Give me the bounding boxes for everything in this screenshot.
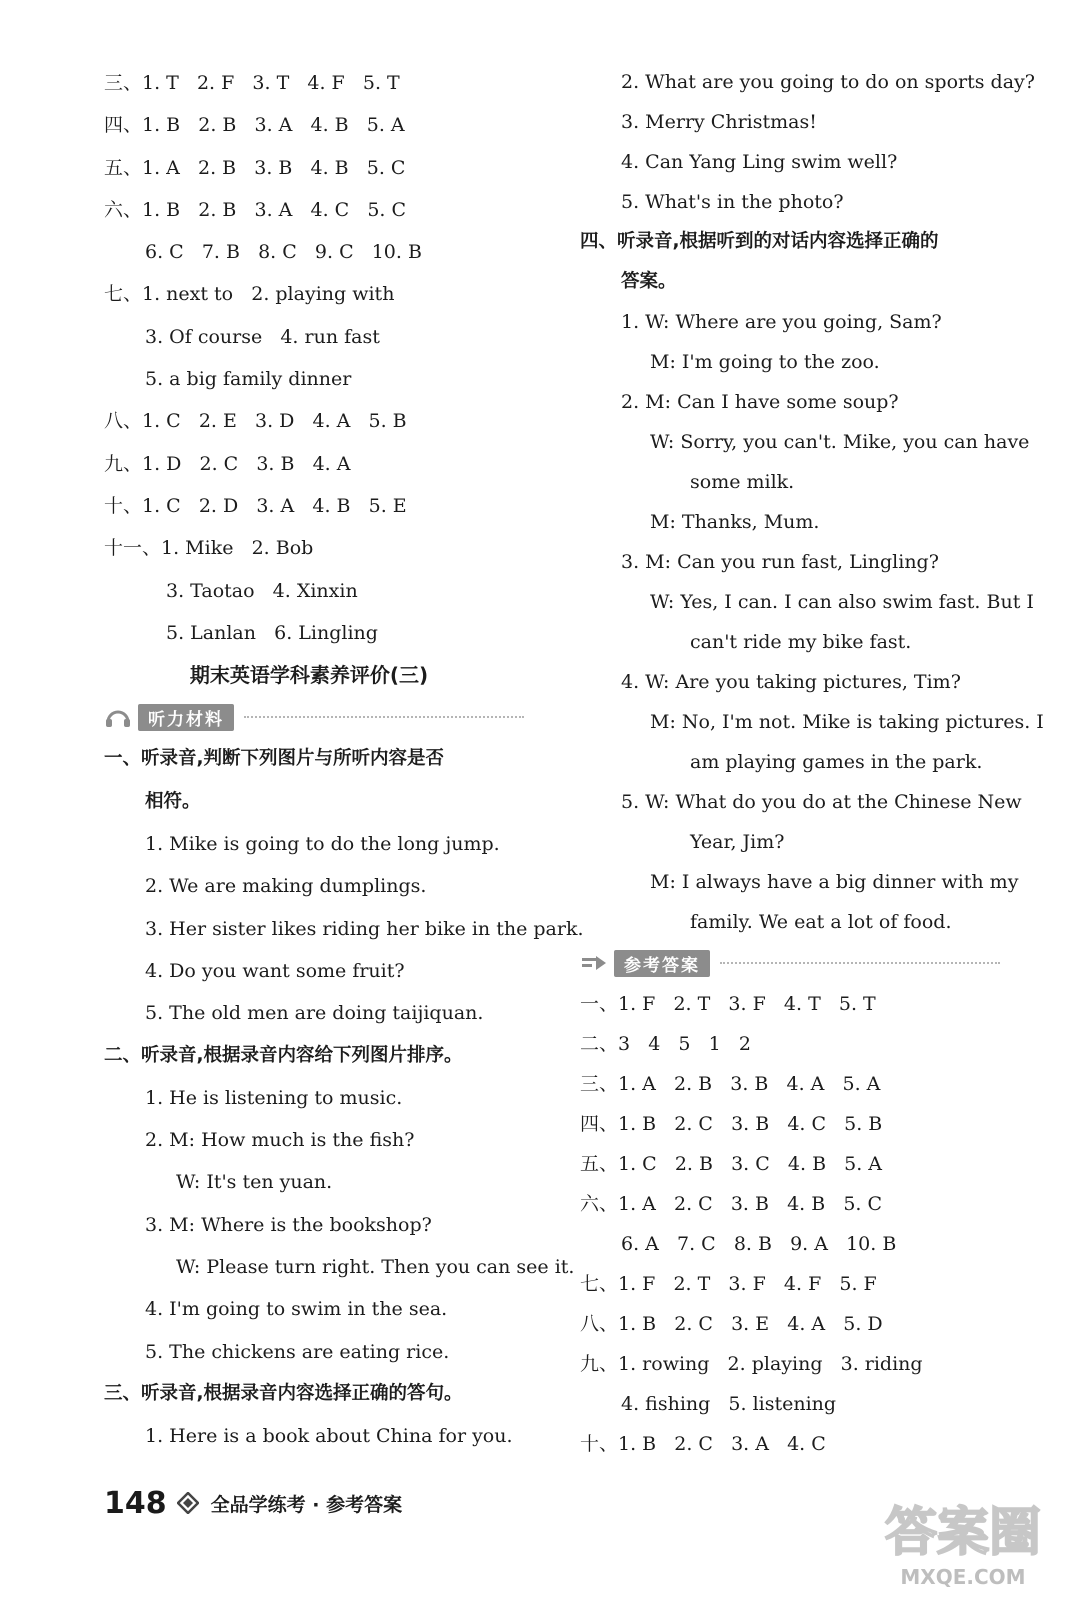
text-line: 四、1. B 2. C 3. B 4. C 5. B: [580, 1113, 883, 1135]
text-line: 十、1. B 2. C 3. A 4. C: [580, 1433, 826, 1455]
listening-label-row: [104, 696, 544, 738]
text-line: 4. fishing 5. listening: [621, 1393, 837, 1415]
text-line: 6. A 7. C 8. B 9. A 10. B: [621, 1233, 897, 1255]
text-line: Year, Jim?: [690, 831, 785, 853]
listening-label: 听力材料: [138, 704, 234, 731]
text-line: M: No, I'm not. Mike is taking pictures. I: [650, 711, 1044, 733]
question-heading: 二、听录音,根据录音内容给下列图片排序。: [104, 1044, 463, 1066]
text-line: 1. Mike is going to do the long jump.: [145, 833, 500, 856]
dotted-divider: [244, 716, 524, 718]
answer-list-left-top: [104, 62, 544, 654]
text-line: 一、1. F 2. T 3. F 4. T 5. T: [580, 993, 876, 1015]
text-line: 5. W: What do you do at the Chinese New: [621, 791, 1022, 813]
text-line: W: Sorry, you can't. Mike, you can have: [650, 431, 1030, 453]
text-line: 1. He is listening to music.: [145, 1086, 403, 1109]
text-line: M: I'm going to the zoo.: [650, 351, 880, 373]
headphones-icon: [104, 706, 132, 728]
section-title: 期末英语学科素养评价(三): [189, 663, 429, 688]
text-line: 八、1. C 2. E 3. D 4. A 5. B: [104, 410, 407, 433]
text-line: 六、1. A 2. C 3. B 4. B 5. C: [580, 1193, 883, 1215]
page-footer: [104, 1478, 402, 1528]
text-line: 3. Merry Christmas!: [621, 111, 817, 133]
text-line: 5. The chickens are eating rice.: [145, 1340, 450, 1363]
right-column: [580, 62, 1044, 1464]
text-line: 3. Her sister likes riding her bike in the park.: [145, 917, 584, 940]
watermark-logo: [868, 1492, 1058, 1592]
text-line: 1. W: Where are you going, Sam?: [621, 311, 942, 333]
diamond-logo-icon: [177, 1492, 199, 1514]
text-line: 九、1. D 2. C 3. B 4. A: [104, 452, 351, 475]
text-line: family. We eat a lot of food.: [690, 911, 952, 933]
answer-marker-icon: [580, 952, 608, 974]
text-line: 6. C 7. B 8. C 9. C 10. B: [145, 241, 422, 264]
text-line: 4. W: Are you taking pictures, Tim?: [621, 671, 961, 693]
question-heading: 四、听录音,根据听到的对话内容选择正确的: [580, 231, 939, 252]
text-line: 2. We are making dumplings.: [145, 875, 427, 898]
text-line: 七、1. F 2. T 3. F 4. F 5. F: [580, 1273, 877, 1295]
text-line: 3. Of course 4. run fast: [145, 325, 380, 348]
text-line: 2. M: Can I have some soup?: [621, 391, 899, 413]
text-line: 3. M: Can you run fast, Lingling?: [621, 551, 939, 573]
text-line: 1. Here is a book about China for you.: [145, 1425, 513, 1448]
page-number: 148: [104, 1485, 167, 1521]
listening-material-left: [104, 738, 584, 1457]
answer-label-row: [580, 942, 1020, 984]
text-line: 六、1. B 2. B 3. A 4. C 5. C: [104, 198, 407, 221]
text-line: 3. M: Where is the bookshop?: [145, 1213, 432, 1236]
text-line: 4. Do you want some fruit?: [145, 959, 405, 982]
answer-list-right: [580, 984, 1020, 1464]
text-line: 4. Can Yang Ling swim well?: [621, 151, 898, 173]
text-line: 五、1. C 2. B 3. C 4. B 5. A: [580, 1153, 883, 1175]
text-line: W: It's ten yuan.: [176, 1171, 333, 1194]
text-line: 5. The old men are doing taijiquan.: [145, 1002, 484, 1025]
text-line: M: Thanks, Mum.: [650, 511, 820, 533]
watermark-sub: MXQE.COM: [900, 1565, 1026, 1589]
text-line: 二、3 4 5 1 2: [580, 1033, 751, 1055]
text-line: M: I always have a big dinner with my: [650, 871, 1019, 893]
listening-material-right: [580, 62, 1044, 942]
text-line: 十、1. C 2. D 3. A 4. B 5. E: [104, 494, 407, 517]
text-line: am playing games in the park.: [690, 751, 983, 773]
question-heading: 三、听录音,根据录音内容选择正确的答句。: [104, 1382, 463, 1404]
text-line: 八、1. B 2. C 3. E 4. A 5. D: [580, 1313, 883, 1335]
watermark-main: 答案圈: [884, 1503, 1042, 1563]
text-line: 4. I'm going to swim in the sea.: [145, 1298, 448, 1321]
book-title: 全品学练考 · 参考答案: [210, 1493, 403, 1516]
text-line: 三、1. A 2. B 3. B 4. A 5. A: [580, 1073, 881, 1095]
text-line: 2. M: How much is the fish?: [145, 1129, 415, 1152]
text-line: 5. a big family dinner: [145, 368, 352, 391]
text-line: 四、1. B 2. B 3. A 4. B 5. A: [104, 114, 405, 137]
text-line: some milk.: [690, 471, 795, 493]
text-line: 3. Taotao 4. Xinxin: [166, 579, 358, 602]
text-line: 十一、1. Mike 2. Bob: [104, 537, 314, 560]
text-line: 5. Lanlan 6. Lingling: [166, 621, 378, 644]
dotted-divider: [720, 962, 1000, 964]
text-line: 2. What are you going to do on sports day?: [621, 71, 1035, 93]
text-line: 七、1. next to 2. playing with: [104, 283, 395, 306]
text-line: 5. What's in the photo?: [621, 191, 844, 213]
text-line: W: Yes, I can. I can also swim fast. But I: [650, 591, 1034, 613]
left-column: [104, 62, 584, 1458]
text-line: 九、1. rowing 2. playing 3. riding: [580, 1353, 923, 1375]
text-line: 三、1. T 2. F 3. T 4. F 5. T: [104, 72, 400, 94]
question-heading: 相符。: [145, 790, 201, 812]
question-heading: 答案。: [621, 271, 677, 292]
text-line: W: Please turn right. Then you can see it.: [176, 1256, 575, 1279]
text-line: 五、1. A 2. B 3. B 4. B 5. C: [104, 156, 406, 179]
question-heading: 一、听录音,判断下列图片与所听内容是否: [104, 748, 445, 770]
answer-label: 参考答案: [614, 950, 710, 977]
text-line: can't ride my bike fast.: [690, 631, 912, 653]
